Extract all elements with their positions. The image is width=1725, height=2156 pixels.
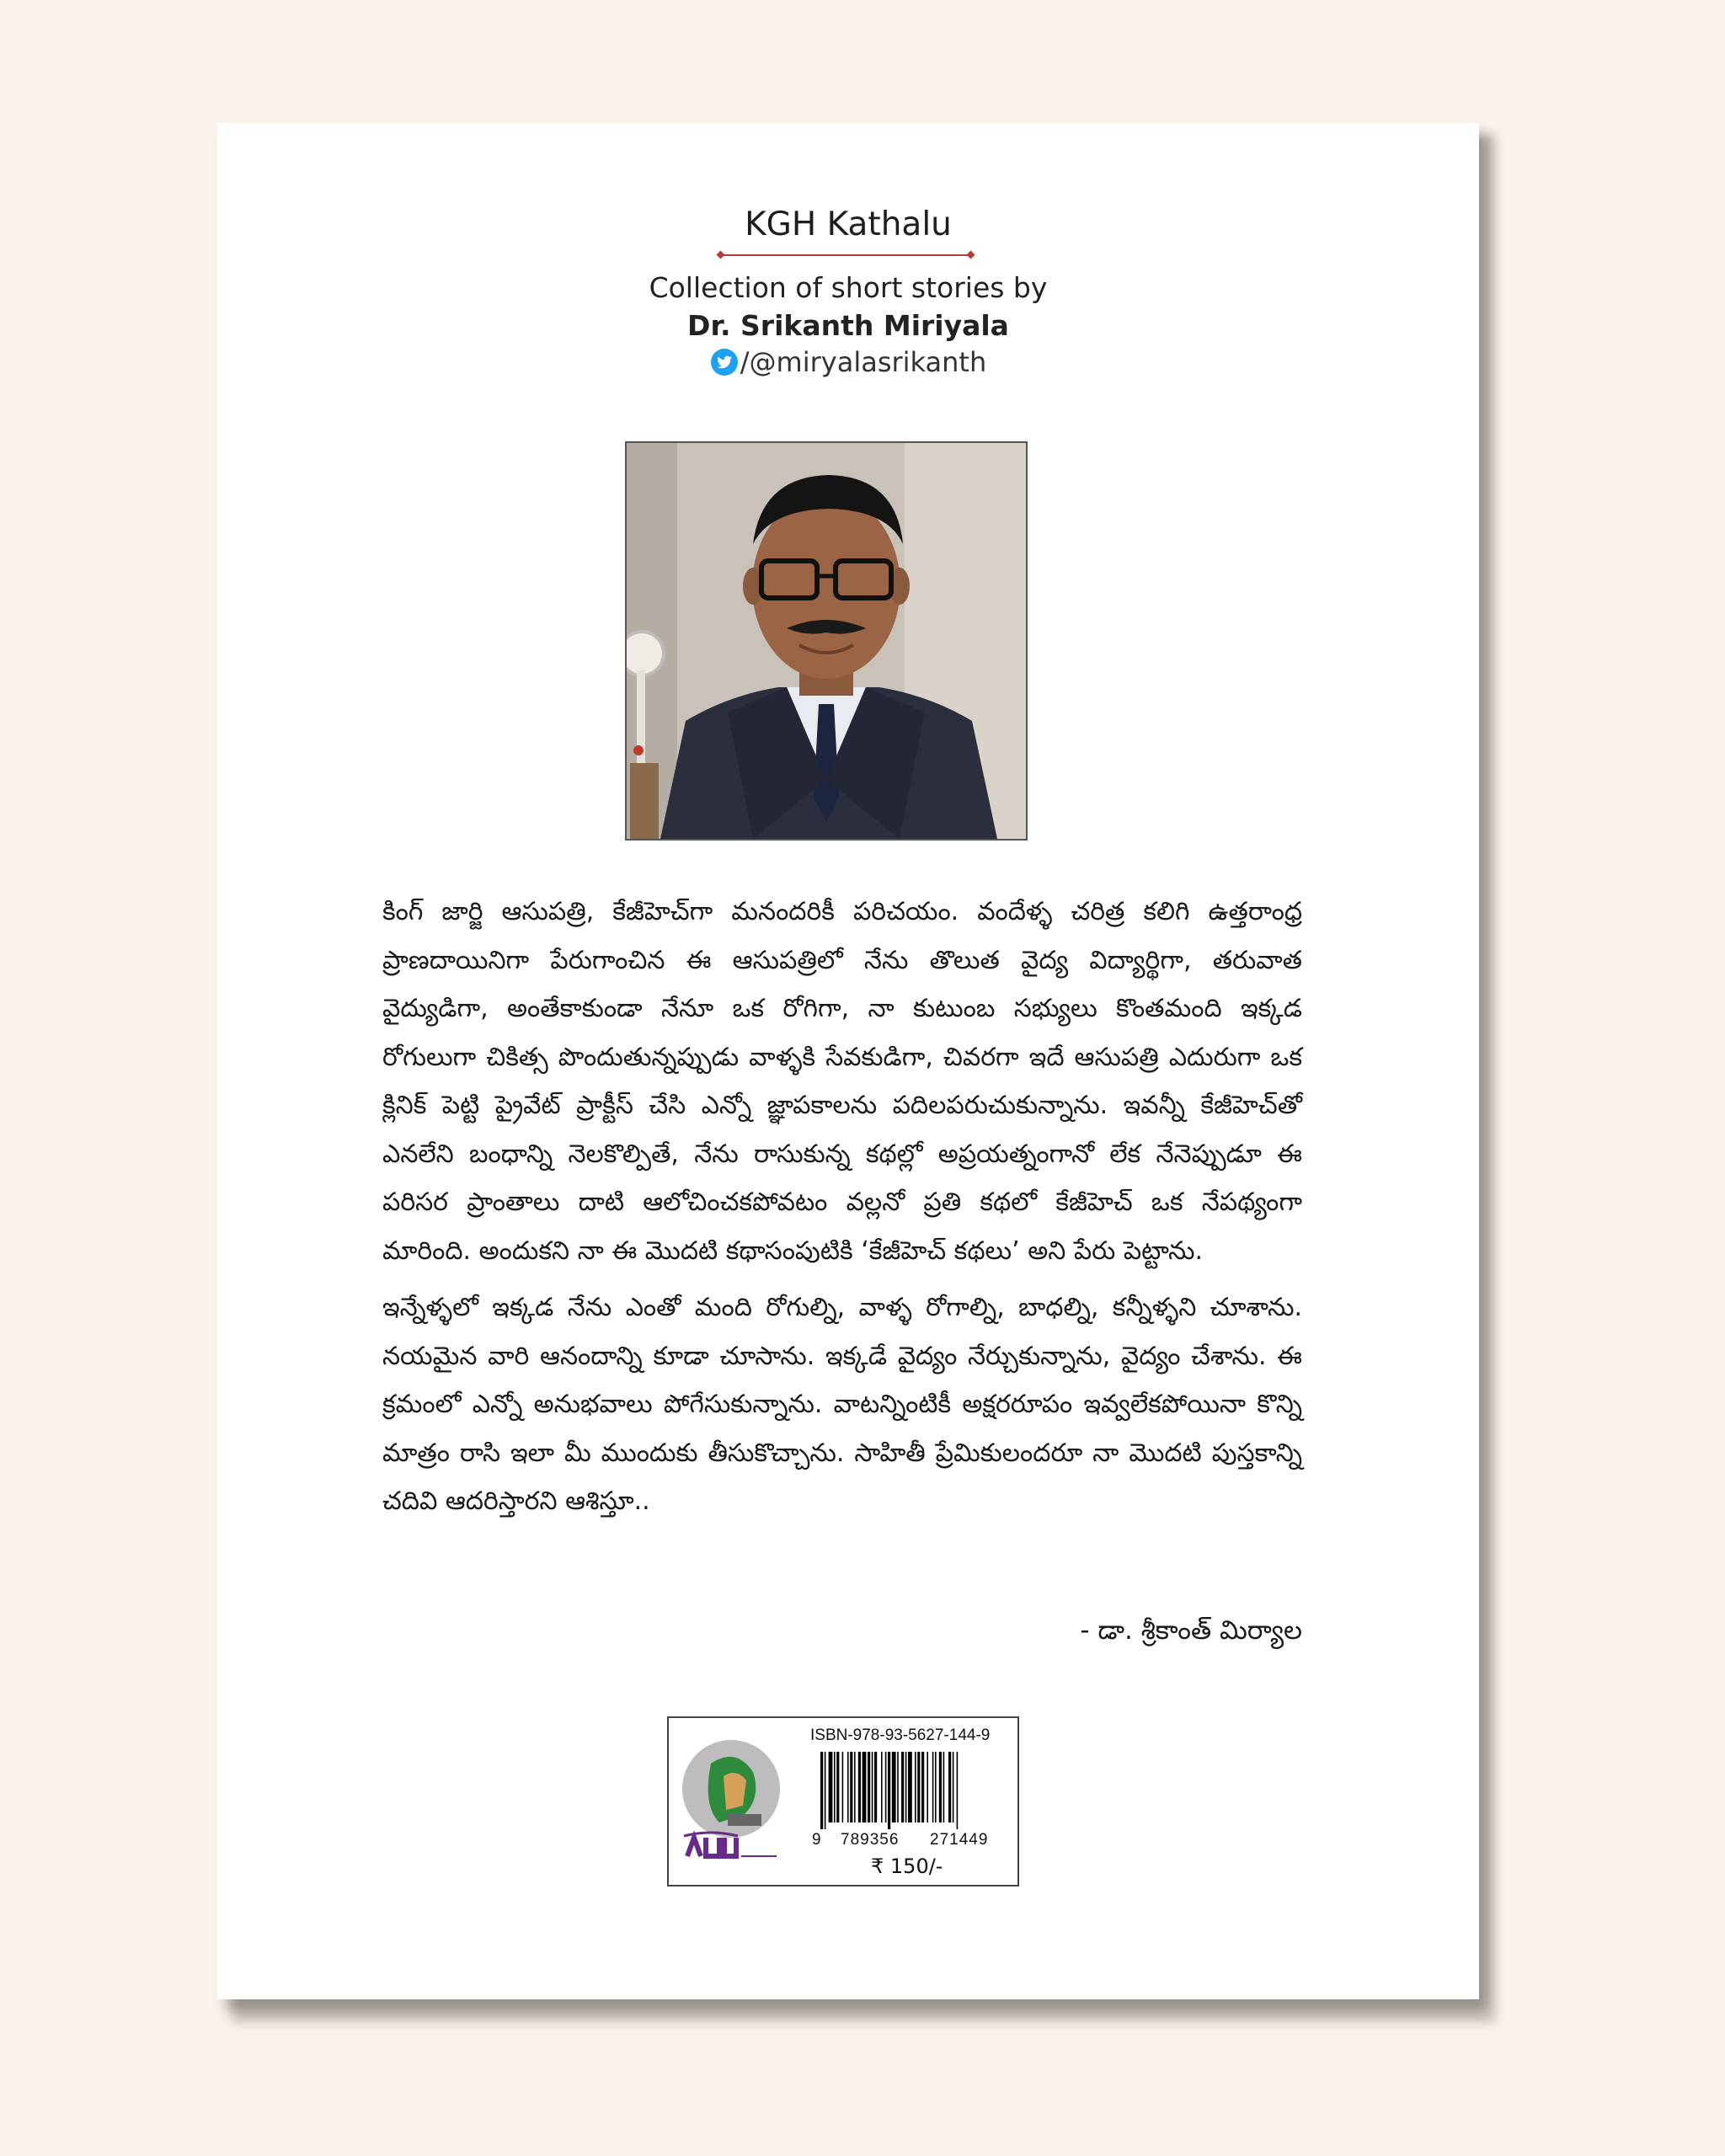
barcode-bar — [847, 1752, 849, 1822]
book-price: ₹ 150/- — [871, 1854, 943, 1878]
barcode-bar — [948, 1752, 951, 1822]
barcode-bar — [874, 1752, 877, 1822]
barcode-bar — [915, 1752, 916, 1822]
barcode-bar — [842, 1752, 844, 1822]
barcode-digit-prefix: 9 — [812, 1831, 822, 1849]
title-ornament-divider — [721, 254, 970, 256]
barcode-bar — [921, 1752, 924, 1822]
blurb-paragraph-1: కింగ్ జార్జి ఆసుపత్రి, కేజీహెచ్‌గా మనందరికీ పరిచయం. వందేళ్ళ చరిత్ర కలిగి ఉత్తరాంధ్ర ప్రాణదాయినిగా పేరుగాంచిన ఈ ఆసుపత్రిలో నేను తొలుత వైద్య విద్యార్థిగా, తరువాత వైద్యుడిగా, అంతేకాకుండా నేనూ ఒక రోగిగా, నా కుటుంబ సభ్యులు కొంతమంది ఇక్కడ రోగులుగా చికిత్స పొందుతున్నప్పుడు వాళ్ళకి సేవకుడిగా, చివరగా ఇదే ఆసుపత్రి ఎదురుగా ఒక క్లినిక్ పెట్టి ప్రైవేట్ ప్రాక్టీస్ చేసి ఎన్నో జ్ఞాపకాలను పదిలపరుచుకున్నాను. ఇవన్నీ కేజీహెచ్‌తో ఎనలేని బంధాన్ని నెలకొల్పితే, నేను రాసుకున్న కథల్లో అప్రయత్నంగానో లేక నేనెప్పుడూ ఈ పరిసర ప్రాంతాలు దాటి ఆలోచించకపోవటం వల్లనో ప్రతి కథలో కేజీహెచ్ ఒక నేపథ్యంగా మారింది. అందుకని నా ఈ మొదటి కథాసంపుటికి ‘కేజీహెచ్ కథలు’ అని పేరు పెట్టాను. — [382, 897, 1302, 1266]
barcode-bar — [901, 1752, 904, 1822]
barcode-bar — [868, 1752, 870, 1822]
blurb-paragraph-2: ఇన్నేళ్ళలో ఇక్కడ నేను ఎంతో మంది రోగుల్ని, వాళ్ళ రోగాల్ని, బాధల్ని, కన్నీళ్ళని చూశాను. నయమైన వారి ఆనందాన్ని కూడా చూసాను. ఇక్కడే వైద్యం నేర్చుకున్నాను, వైద్యం చేశాను. ఈ క్రమంలో ఎన్నో అనుభవాలు పోగేసుకున్నాను. వాటన్నింటికీ అక్షరరూపం ఇవ్వలేకపోయినా కొన్ని మాత్రం రాసి ఇలా మీ ముందుకు తీసుకొచ్చాను. సాహితీ ప్రేమికులందరూ నా మొదటి పుస్తకాన్ని చదివి ఆదరిస్తారని ఆశిస్తూ.. — [382, 1293, 1302, 1516]
barcode-image — [819, 1752, 1002, 1829]
barcode-bar — [939, 1752, 942, 1822]
barcode-bar — [888, 1752, 890, 1829]
barcode-bar — [953, 1752, 954, 1822]
barcode-bar — [825, 1752, 826, 1829]
author-name: Dr. Srikanth Miriyala — [687, 309, 1009, 342]
barcode-bar — [885, 1752, 887, 1822]
barcode-bar — [927, 1752, 928, 1822]
barcode-bar — [820, 1752, 823, 1829]
barcode-bar — [858, 1752, 861, 1822]
barcode-bar — [862, 1752, 867, 1822]
back-cover-page — [217, 123, 1479, 1999]
barcode-bar — [850, 1752, 852, 1822]
isbn-barcode-panel — [667, 1716, 1019, 1886]
barcode-digit-group-2: 271449 — [930, 1831, 989, 1849]
barcode-bar — [943, 1752, 945, 1822]
barcode-bar — [957, 1752, 959, 1829]
twitter-handle-row — [217, 346, 1479, 378]
twitter-bird-icon — [710, 348, 739, 376]
barcode-bar — [908, 1752, 912, 1822]
twitter-handle: /@miryalasrikanth — [740, 346, 987, 378]
barcode-bar — [836, 1752, 839, 1822]
barcode-bar — [829, 1752, 833, 1822]
author-signature: - డా. శ్రీకాంత్ మిర్యాల — [1080, 1615, 1302, 1646]
barcode-bar — [872, 1752, 873, 1822]
barcode-bar — [905, 1752, 907, 1822]
book-subtitle: Collection of short stories by — [649, 271, 1048, 304]
barcode-bar — [881, 1752, 883, 1822]
barcode-bar — [935, 1752, 937, 1822]
blurb-text — [382, 888, 1302, 1534]
author-photo — [625, 441, 1028, 841]
barcode-bar — [892, 1752, 896, 1822]
publisher-logo-icon — [677, 1730, 785, 1875]
book-title: KGH Kathalu — [745, 205, 952, 243]
barcode-bar — [834, 1752, 836, 1822]
barcode-bar — [897, 1752, 899, 1822]
barcode-bar — [932, 1752, 934, 1822]
author-photo-illustration — [627, 443, 1026, 839]
isbn-number: ISBN-978-93-5627-144-9 — [810, 1726, 991, 1744]
barcode-bar — [917, 1752, 920, 1822]
barcode-digit-group-1: 789356 — [841, 1831, 900, 1849]
barcode-bar — [854, 1752, 856, 1822]
